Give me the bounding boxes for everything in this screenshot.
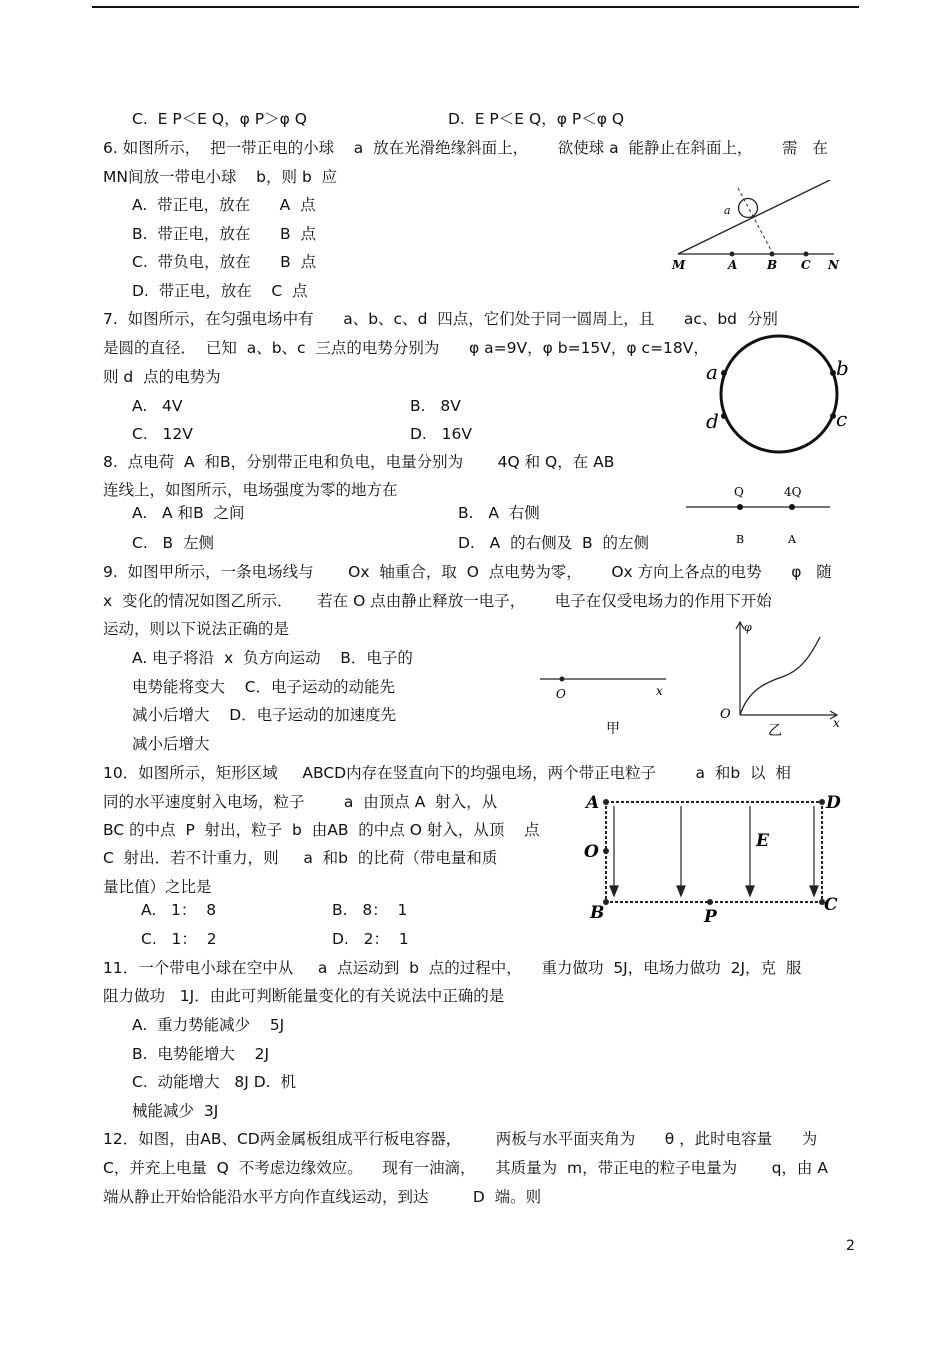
q7-stem-3: 则 d 点的电势为 [103, 368, 221, 386]
figure-q9-jia [534, 665, 674, 740]
caption-jia: 甲 [606, 721, 620, 737]
q6-option-b: B. 带正电，放在 B 点 [132, 225, 316, 243]
figure-q10-rect [580, 786, 842, 926]
ball-a [739, 199, 758, 218]
q6-option-c: C. 带负电，放在 B 点 [132, 253, 317, 271]
q11-stem-1: 11．一个带电小球在空中从 a 点运动到 b 点的过程中， 重力做功 5J，电场力做功 2J，克 服 [103, 959, 802, 977]
point-c-dot [804, 252, 809, 257]
label-q: Q [734, 485, 744, 499]
label-n: N [828, 258, 839, 272]
q6-option-d: D. 带正电，放在 C 点 [132, 282, 308, 300]
label-a: A [788, 533, 796, 546]
point-b-dot [770, 252, 775, 257]
q8-stem-1: 8. 点电荷 A 和B，分别带正电和负电，电量分别为 4Q 和 Q，在 AB [103, 453, 615, 471]
label-a: a [706, 360, 718, 384]
label-x: x [833, 716, 840, 730]
q8-option-b: B. A 右侧 [458, 504, 540, 522]
q9-stem-2: x 变化的情况如图乙所示． 若在 O 点由静止释放一电子， 电子在仅受电场力的作用下开始 [103, 592, 772, 610]
label-a: A [728, 258, 738, 272]
label-e: E [756, 831, 769, 851]
charge-4q [789, 504, 795, 510]
label-b: b [836, 356, 849, 380]
label-b: B [767, 258, 778, 272]
q9-options-4: 减小后增大 [132, 735, 210, 753]
q12-stem-2: C，并充上电量 Q 不考虑边缘效应。 现有一油滴， 其质量为 m，带正电的粒子电量为 q，由 A [103, 1159, 828, 1177]
origin-dot [560, 677, 565, 682]
point-a [603, 799, 609, 805]
q10-stem-3: BC 的中点 P 射出，粒子 b 由AB 的中点 O 射入，从顶 点 [103, 821, 540, 839]
label-a: A [586, 793, 600, 813]
q10-option-d: D. 2： 1 [332, 930, 409, 948]
q12-stem-1: 12．如图，由AB、CD两金属板组成平行板电容器， 两板与水平面夹角为 θ ，此时电容量 为 [103, 1130, 818, 1148]
q6-option-a: A. 带正电，放在 A 点 [132, 196, 316, 214]
q10-stem-5: 量比值）之比是 [103, 878, 212, 896]
q8-option-d: D. A 的右侧及 B 的左侧 [458, 534, 649, 552]
q10-option-b: B. 8： 1 [332, 901, 408, 919]
label-phi: φ [744, 621, 752, 634]
label-p: P [704, 907, 717, 926]
rect-abcd [606, 802, 822, 902]
normal-dashed-line [738, 188, 772, 252]
q5-option-c: C. E P＜E Q，φ P＞φ Q [132, 110, 307, 128]
label-4q: 4Q [784, 485, 802, 499]
point-d [819, 799, 825, 805]
field-arrow-2 [677, 886, 685, 896]
q7-option-a: A. 4V [132, 397, 183, 415]
point-d [721, 413, 727, 419]
q9-options-2: 电势能将变大 C．电子运动的动能先 [132, 678, 396, 696]
field-arrow-3 [746, 886, 754, 896]
label-b: B [590, 903, 605, 923]
label-c: c [836, 407, 848, 431]
figure-q7-circle [700, 332, 850, 458]
caption-yi: 乙 [768, 723, 782, 739]
q7-stem-2: 是圆的直径． 已知 a、b、c 三点的电势分别为 φ a=9V，φ b=15V，φ c=18V， [103, 339, 709, 357]
figure-q8-charges [682, 480, 832, 550]
q7-option-d: D. 16V [410, 425, 472, 443]
figure-q6-incline [668, 180, 848, 275]
field-arrow-1 [610, 886, 618, 896]
q11-option-a: A. 重力势能减少 5J [132, 1016, 285, 1034]
header-rule [92, 6, 859, 8]
label-o: O [584, 842, 599, 862]
label-d: D [826, 793, 841, 813]
q10-stem-2: 同的水平速度射入电场，粒子 a 由顶点 A 射入，从 [103, 793, 498, 811]
label-m: M [672, 258, 686, 272]
field-lines [610, 806, 818, 896]
q6-stem-2: MN间放一带电小球 b，则 b 应 [103, 168, 338, 186]
label-b: B [736, 533, 745, 546]
q8-stem-2: 连线上，如图所示，电场强度为零的地方在 [103, 481, 398, 499]
q8-option-c: C. B 左侧 [132, 534, 215, 552]
q10-stem-4: C 射出．若不计重力，则 a 和b 的比荷（带电量和质 [103, 849, 498, 867]
label-x: x [656, 684, 663, 698]
point-a-dot [730, 252, 735, 257]
q9-options-3: 减小后增大 D．电子运动的加速度先 [132, 706, 397, 724]
q12-stem-3: 端从静止开始恰能沿水平方向作直线运动，到达 D 端。则 [103, 1188, 542, 1206]
q10-option-c: C. 1： 2 [141, 930, 217, 948]
label-o: O [556, 687, 566, 701]
q5-option-d: D. E P＜E Q，φ P＜φ Q [448, 110, 625, 128]
point-o [603, 848, 609, 854]
q11-stem-2: 阻力做功 1J．由此可判断能量变化的有关说法中正确的是 [103, 987, 505, 1005]
q9-stem-3: 运动，则以下说法正确的是 [103, 620, 290, 638]
circle [721, 336, 837, 452]
q11-option-b: B. 电势能增大 2J [132, 1045, 270, 1063]
label-o: O [720, 707, 731, 722]
q6-stem-1: 6. 如图所示， 把一带正电的小球 a 放在光滑绝缘斜面上， 欲使球 a 能静止在斜面上， 需 在 [103, 139, 828, 157]
charge-q [737, 504, 743, 510]
field-arrow-4 [810, 886, 818, 896]
q11-option-c: C. 动能增大 8J D. 机 [132, 1073, 296, 1091]
phi-curve [740, 637, 820, 715]
q10-stem-1: 10．如图所示，矩形区域 ABCD内存在竖直向下的均强电场，两个带正电粒子 a 和b 以 相 [103, 764, 791, 782]
q8-option-a: A. A 和B 之间 [132, 504, 245, 522]
q9-options-1: A. 电子将沿 x 负方向运动 B．电子的 [132, 649, 413, 667]
incline-line [678, 180, 830, 254]
label-ball-a: a [724, 204, 731, 217]
q7-option-c: C. 12V [132, 425, 193, 443]
label-c: C [801, 258, 811, 272]
point-p [707, 899, 713, 905]
page-number: 2 [846, 1238, 855, 1254]
q7-stem-1: 7. 如图所示，在匀强电场中有 a、b、c、d 四点，它们处于同一圆周上，且 ac、bd 分别 [103, 310, 778, 328]
point-a [721, 370, 727, 376]
q11-option-d: 械能减少 3J [132, 1102, 219, 1120]
q10-option-a: A. 1： 8 [141, 901, 217, 919]
q7-option-b: B. 8V [410, 397, 461, 415]
label-d: d [706, 409, 719, 433]
label-c: C [824, 895, 838, 915]
figure-q9-yi [712, 617, 847, 742]
q9-stem-1: 9. 如图甲所示，一条电场线与 Ox 轴重合，取 O 点电势为零， Ox 方向上各点的电势 φ 随 [103, 563, 832, 581]
